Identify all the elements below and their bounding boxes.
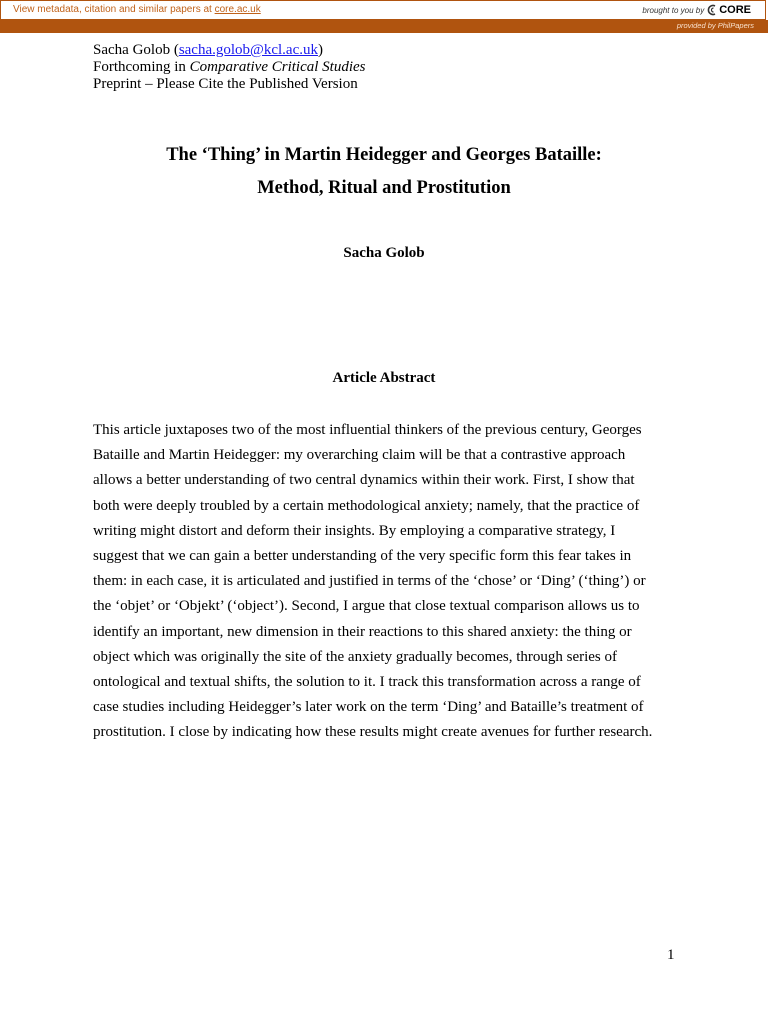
core-provided-bar [0,20,768,33]
core-logo[interactable] [707,4,751,16]
abstract-line: them: in each case, it is articulated and justified in terms of the ‘chose’ or ‘Ding’ (‘thing’) or [93,573,646,590]
paper-title-line-2: Method, Ritual and Prostitution [257,178,511,198]
header-author-name: Sacha Golob ( [93,42,179,58]
abstract-line: case studies including Heidegger’s later work on the term ‘Ding’ and Bataille’s treatment of [93,699,644,716]
abstract-line: object which was originally the site of the anxiety gradually becomes, through series of [93,648,618,665]
forthcoming-prefix: Forthcoming in [93,59,190,75]
abstract-line: writing might distort and deform their insights. By employing a comparative strategy, I [93,522,616,539]
page-number: 1 [667,947,675,963]
abstract-line: Bataille and Martin Heidegger: my overarching claim will be that a contrastive approach [93,447,626,464]
provided-by-label[interactable]: provided by PhilPapers [676,21,754,30]
abstract-body [93,418,683,746]
abstract-line: prostitution. I close by indicating how these results might create avenues for further research. [93,724,653,741]
preprint-header [93,42,366,93]
core-link[interactable]: core.ac.uk [214,4,261,15]
author-email-link[interactable]: sacha.golob@kcl.ac.uk [178,42,318,58]
abstract-line: ontological and textual shifts, the solution to it. I track this transformation across a range of [93,674,641,691]
forthcoming-line [93,59,366,76]
core-brought-by[interactable] [642,4,751,16]
abstract-line: both were deeply troubled by a certain methodological anxiety; namely, that the practice of [93,497,640,514]
core-logo-icon [707,4,717,16]
brought-by-label: brought to you by [642,5,705,15]
core-logo-text: CORE [719,4,751,16]
abstract-line: identify an important, new dimension in their reactions to this shared anxiety: the thing or [93,623,632,640]
paper-author: Sacha Golob [343,245,425,261]
abstract-heading: Article Abstract [332,370,436,386]
abstract-line: This article juxtaposes two of the most influential thinkers of the previous century, Georges [93,422,642,438]
core-banner [0,0,766,20]
author-contact-line [93,42,366,59]
abstract-line: allows a better understanding of two central dynamics within their work. First, I show that [93,472,635,489]
abstract-line: suggest that we can gain a better understanding of the very specific form this fear takes in [93,548,632,565]
paper-title-line-1: The ‘Thing’ in Martin Heidegger and Georges Bataille: [166,145,602,165]
core-metadata-link-text[interactable] [13,4,261,15]
email-close-paren: ) [318,42,323,58]
journal-name: Comparative Critical Studies [189,59,366,75]
abstract-line: the ‘objet’ or ‘Objekt’ (‘object’). Second, I argue that close textual comparison allows us to [93,598,640,615]
preprint-note: Preprint – Please Cite the Published Version [93,76,358,92]
core-link-prefix: View metadata, citation and similar papers at [13,4,215,15]
